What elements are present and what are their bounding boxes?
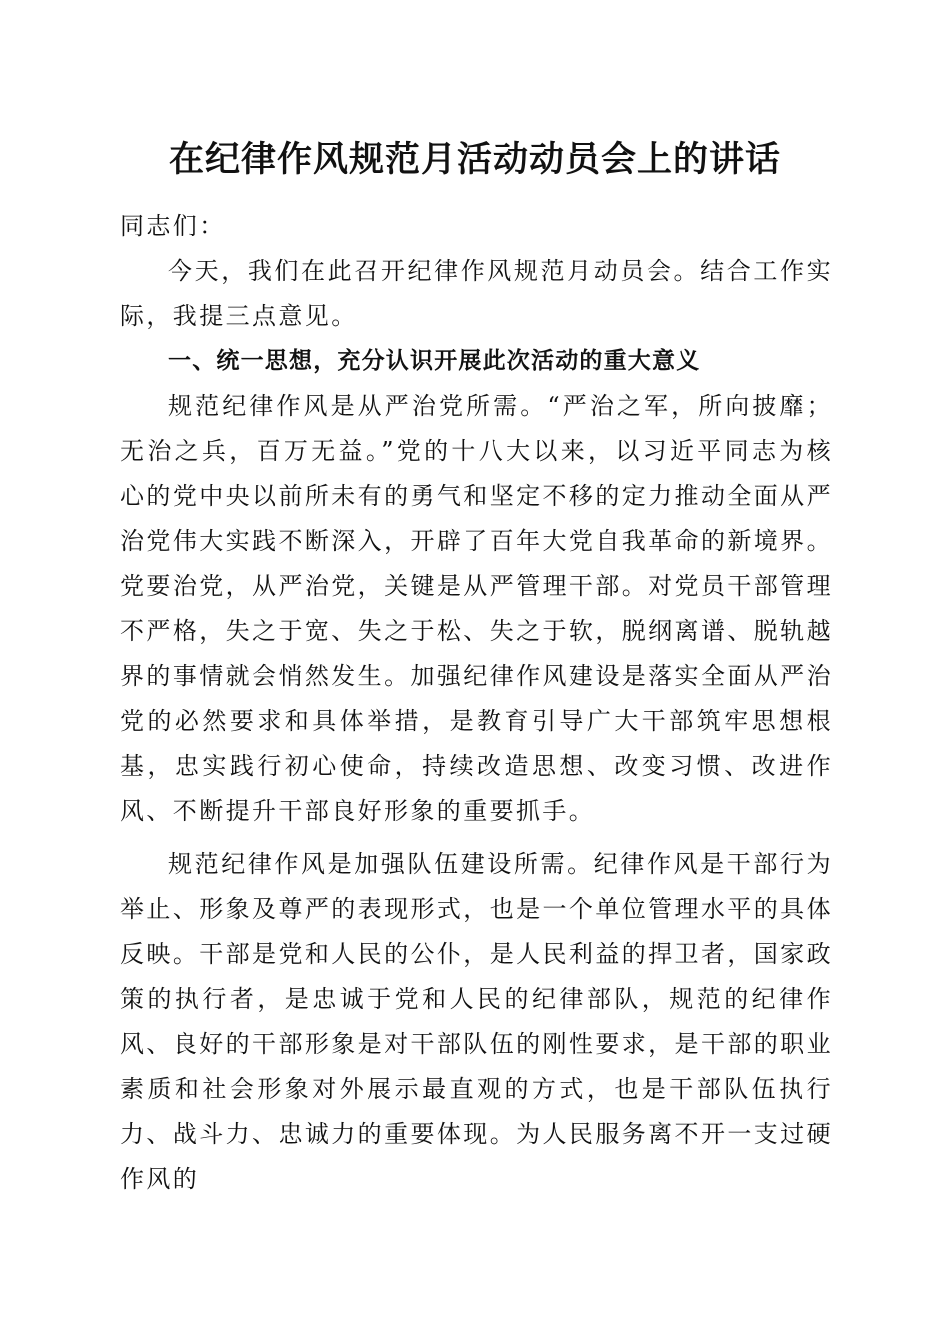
document-title: 在纪律作风规范月活动动员会上的讲话 (168, 139, 781, 180)
body-paragraph-2: 规范纪律作风是加强队伍建设所需。纪律作风是干部行为举止、形象及尊严的表现形式，也是一个单位管理水平的具体反映。干部是党和人民的公仆，是人民利益的捍卫者，国家政策的执行者，是忠诚于党和人民的纪律部队，规范的纪律作风、良好的干部形象是对干部队伍的刚性要求，是干部的职业素质和社会形象对外展示最直观的方式，也是干部队伍执行力、战斗力、忠诚力的重要体现。为人民服务离不开一支过硬作风的 (120, 850, 833, 1193)
paragraph-gap (120, 834, 833, 842)
document-body (120, 204, 833, 1202)
section-heading-1: 一、统一思想，充分认识开展此次活动的重大意义 (168, 348, 701, 374)
body-paragraph-1: 规范纪律作风是从严治党所需。“严治之军，所向披靡；无治之兵，百万无益。”党的十八大以来，以习近平同志为核心的党中央以前所未有的勇气和坚定不移的定力推动全面从严治党伟大实践不断深入，开辟了百年大党自我革命的新境界。党要治党，从严治党，关键是从严管理干部。对党员干部管理不严格，失之于宽、失之于松、失之于软，脱纲离谱、脱轨越界的事情就会悄然发生。加强纪律作风建设是落实全面从严治党的必然要求和具体举措，是教育引导广大干部筑牢思想根基，忠实践行初心使命，持续改造思想、改变习惯、改进作风、不断提升干部良好形象的重要抓手。 (120, 392, 833, 825)
intro-paragraph: 今天，我们在此召开纪律作风规范月动员会。结合工作实际，我提三点意见。 (120, 257, 833, 330)
salutation: 同志们： (120, 212, 226, 240)
